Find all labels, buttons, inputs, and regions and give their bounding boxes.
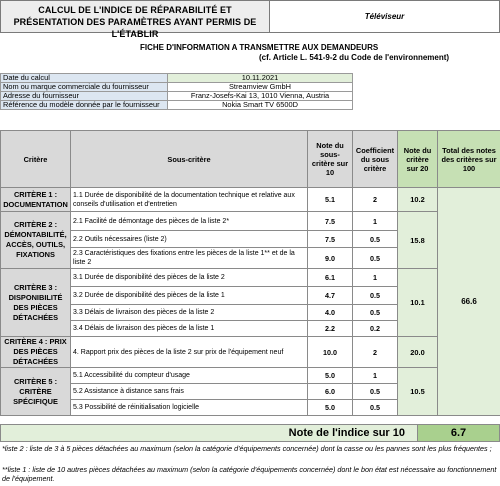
final-score-value: 6.7 <box>418 424 500 442</box>
sub-criterion: 3.1 Durée de disponibilité des pièces de la liste 2 <box>71 269 308 287</box>
sub-coef: 0.5 <box>353 248 398 269</box>
sub-criterion: 5.3 Possibilité de réinitialisation logicielle <box>71 400 308 416</box>
table-row <box>1 188 500 212</box>
sub-note: 10.0 <box>308 337 353 368</box>
table-row <box>1 269 500 287</box>
sub-note: 4.0 <box>308 305 353 321</box>
sub-note: 5.0 <box>308 368 353 384</box>
header-title <box>0 0 270 39</box>
criterion-name: CRITÈRE 1 : DOCUMENTATION <box>1 188 71 212</box>
col-note-crit: Note du critère sur 20 <box>398 131 438 188</box>
footnote-list2: *liste 2 : liste de 3 à 5 pièces détachées au maximum (selon la catégorie d'équipements concernée) dont la casse ou les pannes sont les plus fréquentes ; <box>2 444 492 453</box>
criterion-score: 15.8 <box>398 212 438 269</box>
info-value: Franz-Josefs-Kai 13, 1010 Vienna, Austria <box>168 92 353 101</box>
fiche-subtitle: (cf. Article L. 541-9-2 du Code de l'environnement) <box>259 53 450 62</box>
sub-criterion: 2.1 Facilité de démontage des pièces de la liste 2* <box>71 212 308 231</box>
total-score: 66.6 <box>438 188 500 416</box>
criterion-name: CRITÈRE 3 : DISPONIBILITÉ DES PIÈCES DÉTACHÉES <box>1 269 71 337</box>
sub-note: 5.0 <box>308 400 353 416</box>
criterion-name: CRITÈRE 2 : DÉMONTABILITÉ, ACCÈS, OUTILS, FIXATIONS <box>1 212 71 269</box>
header-title-line2: PRÉSENTATION DES PARAMÈTRES AYANT PERMIS DE L'ÉTABLIR <box>13 17 257 39</box>
col-sous-critere: Sous-critère <box>71 131 308 188</box>
criterion-score: 10.5 <box>398 368 438 416</box>
final-score-label: Note de l'indice sur 10 <box>0 424 418 442</box>
table-row <box>1 337 500 368</box>
sub-note: 7.5 <box>308 212 353 231</box>
info-label: Adresse du fournisseur <box>1 92 168 101</box>
footnote-list1: **liste 1 : liste de 10 autres pièces détachées au maximum (selon la catégorie d'équipements concernée) dont le bon état est nécessaire au fonctionnement de l'équipement. <box>2 465 497 483</box>
sub-criterion: 5.1 Accessibilité du compteur d'usage <box>71 368 308 384</box>
criterion-name: CRITÈRE 4 : PRIX DES PIÈCES DÉTACHÉES <box>1 337 71 368</box>
col-note-sous: Note du sous-critère sur 10 <box>308 131 353 188</box>
sub-note: 4.7 <box>308 287 353 305</box>
info-value: Streamview GmbH <box>168 83 353 92</box>
sub-criterion: 3.2 Durée de disponibilité des pièces de la liste 1 <box>71 287 308 305</box>
sub-coef: 1 <box>353 269 398 287</box>
sub-criterion: 4. Rapport prix des pièces de la liste 2 sur prix de l'équipement neuf <box>71 337 308 368</box>
info-value: 10.11.2021 <box>168 74 353 83</box>
sub-coef: 1 <box>353 212 398 231</box>
info-label: Date du calcul <box>1 74 168 83</box>
sub-criterion: 2.2 Outils nécessaires (liste 2) <box>71 231 308 248</box>
sub-note: 2.2 <box>308 321 353 337</box>
col-total: Total des notes des critères sur 100 <box>438 131 500 188</box>
info-row <box>1 101 353 110</box>
sub-criterion: 1.1 Durée de disponibilité de la documentation technique et relative aux conseils d'utilisation et d'entretien <box>71 188 308 212</box>
sub-coef: 0.2 <box>353 321 398 337</box>
sub-note: 9.0 <box>308 248 353 269</box>
sub-note: 6.0 <box>308 384 353 400</box>
info-label: Référence du modèle donnée par le fournisseur <box>1 101 168 110</box>
sub-criterion: 2.3 Caractéristiques des fixations entre les pièces de la liste 1** et de la liste 2 <box>71 248 308 269</box>
fiche-heading <box>0 43 500 63</box>
fiche-title: FICHE D'INFORMATION A TRANSMETTRE AUX DEMANDEURS <box>140 43 379 52</box>
col-critere: Critère <box>1 131 71 188</box>
sub-coef: 0.5 <box>353 305 398 321</box>
sub-criterion: 3.4 Délais de livraison des pièces de la liste 1 <box>71 321 308 337</box>
sub-note: 5.1 <box>308 188 353 212</box>
supplier-info-table <box>0 73 353 110</box>
sub-coef: 0.5 <box>353 287 398 305</box>
sub-criterion: 3.3 Délais de livraison des pièces de la liste 2 <box>71 305 308 321</box>
sub-coef: 0.5 <box>353 384 398 400</box>
product-type: Téléviseur <box>270 0 500 33</box>
table-row <box>1 212 500 231</box>
info-label: Nom ou marque commerciale du fournisseur <box>1 83 168 92</box>
criterion-name: CRITÈRE 5 : CRITÈRE SPÉCIFIQUE <box>1 368 71 416</box>
sub-coef: 2 <box>353 188 398 212</box>
sub-note: 6.1 <box>308 269 353 287</box>
col-coef: Coefficient du sous critère <box>353 131 398 188</box>
table-header-row <box>1 131 500 188</box>
sub-criterion: 5.2 Assistance à distance sans frais <box>71 384 308 400</box>
sub-coef: 0.5 <box>353 400 398 416</box>
sub-coef: 2 <box>353 337 398 368</box>
sub-coef: 1 <box>353 368 398 384</box>
info-value: Nokia Smart TV 6500D <box>168 101 353 110</box>
table-row <box>1 368 500 384</box>
criteria-table <box>0 130 500 416</box>
criterion-score: 10.2 <box>398 188 438 212</box>
criterion-score: 10.1 <box>398 269 438 337</box>
header-title-line1: CALCUL DE L'INDICE DE RÉPARABILITÉ ET <box>38 5 232 15</box>
criterion-score: 20.0 <box>398 337 438 368</box>
sub-note: 7.5 <box>308 231 353 248</box>
sub-coef: 0.5 <box>353 231 398 248</box>
